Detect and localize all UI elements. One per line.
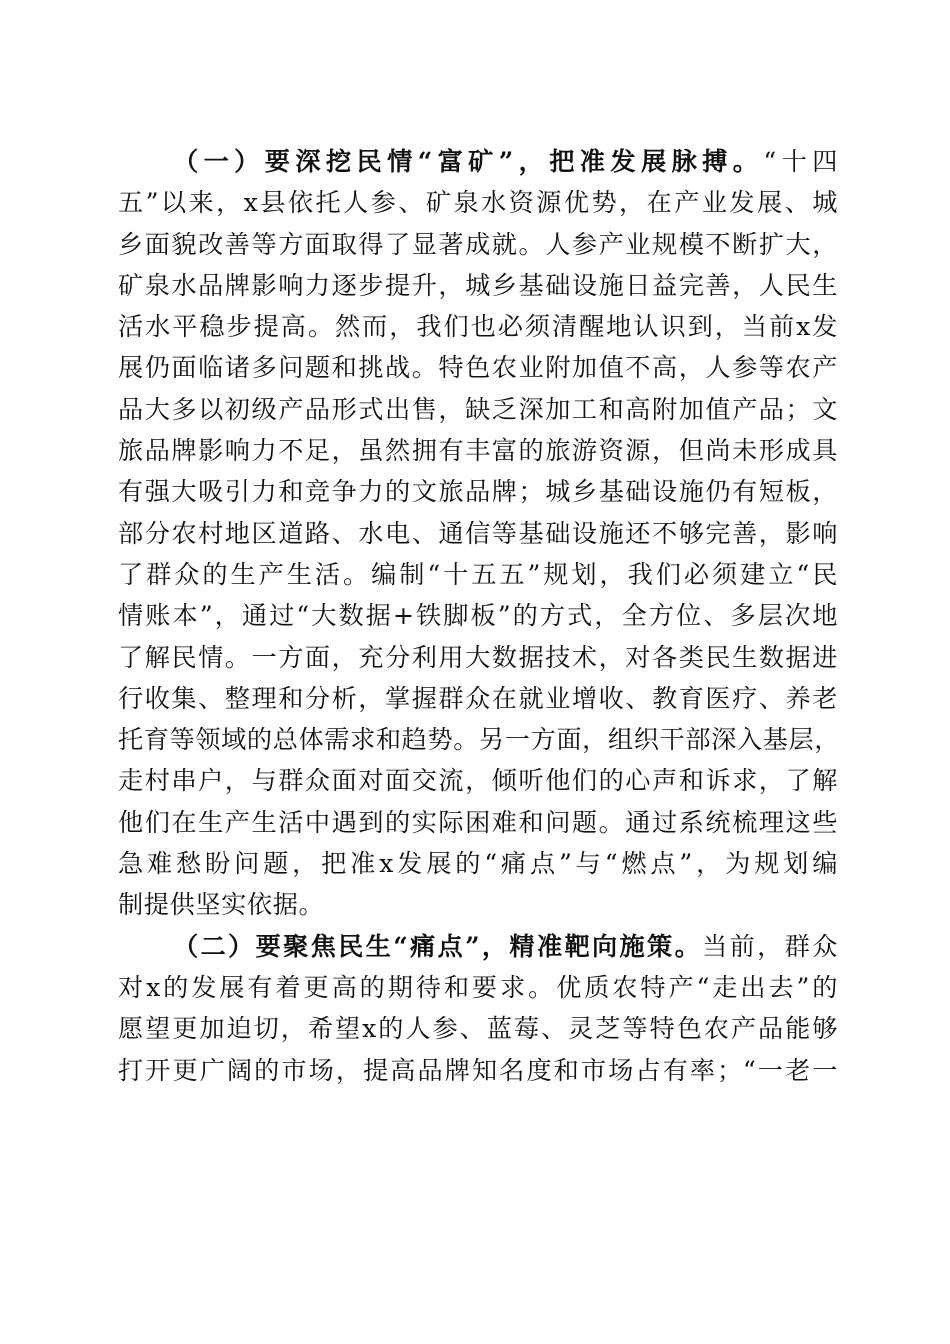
document-body [118, 141, 841, 1091]
paragraph-1-line: 走村串户，与群众面对面交流，倾听他们的心声和诉求，了解 [118, 766, 838, 796]
paragraph-1-line: 托育等领域的总体需求和趋势。另一方面，组织干部深入基层， [118, 725, 841, 755]
paragraph-1-line: 五”以来，x县依托人参、矿泉水资源优势，在产业发展、城 [118, 188, 838, 218]
paragraph-1-line: 展仍面临诸多问题和挑战。特色农业附加值不高，人参等农产 [118, 353, 838, 383]
paragraph-1-text: “十四 [763, 147, 838, 176]
paragraph-1-line: 他们在生产生活中遇到的实际困难和问题。通过系统梳理这些 [118, 807, 838, 837]
paragraph-2-line: 愿望更加迫切，希望x的人参、蓝莓、灵芝等特色农产品能够 [118, 1014, 838, 1044]
paragraph-2-text: 当前，群众 [702, 931, 838, 961]
paragraph-1-line: 行收集、整理和分析，掌握群众在就业增收、教育医疗、养老 [118, 683, 838, 713]
paragraph-1-line: 急难愁盼问题，把准x发展的“痛点”与“燃点”，为规划编 [118, 849, 838, 879]
paragraph-1-line: 有强大吸引力和竞争力的文旅品牌；城乡基础设施仍有短板， [118, 477, 838, 507]
paragraph-1-line: 情账本”，通过“大数据+铁脚板”的方式，全方位、多层次地 [118, 601, 838, 631]
paragraph-2-line: 对x的发展有着更高的期待和要求。优质农特产“走出去”的 [118, 972, 838, 1002]
paragraph-2-heading: （二）要聚焦民生“痛点”，精准靶向施策。 [173, 930, 703, 961]
paragraph-1-line-1 [118, 141, 838, 182]
paragraph-1-line: 制提供坚实依据。 [118, 890, 325, 920]
paragraph-1-line: 部分农村地区道路、水电、通信等基础设施还不够完善，影响 [118, 518, 838, 548]
paragraph-1-line: 矿泉水品牌影响力逐步提升，城乡基础设施日益完善，人民生 [118, 270, 838, 300]
paragraph-1-line: 活水平稳步提高。然而，我们也必须清醒地认识到，当前x发 [118, 312, 838, 342]
paragraph-1-line: 了解民情。一方面，充分利用大数据技术，对各类民生数据进 [118, 642, 838, 672]
paragraph-1-line: 旅品牌影响力不足，虽然拥有丰富的旅游资源，但尚未形成具 [118, 436, 838, 466]
paragraph-1-line: 了群众的生产生活。编制“十五五”规划，我们必须建立“民 [118, 559, 838, 589]
paragraph-2-line-1 [118, 926, 838, 967]
paragraph-2-line: 打开更广阔的市场，提高品牌知名度和市场占有率；“一老一 [118, 1055, 838, 1085]
paragraph-1-line: 品大多以初级产品形式出售，缺乏深加工和高附加值产品；文 [118, 394, 838, 424]
paragraph-1-line: 乡面貌改善等方面取得了显著成就。人参产业规模不断扩大， [118, 229, 838, 259]
paragraph-1-heading: （一）要深挖民情“富矿”，把准发展脉搏。 [173, 146, 764, 176]
